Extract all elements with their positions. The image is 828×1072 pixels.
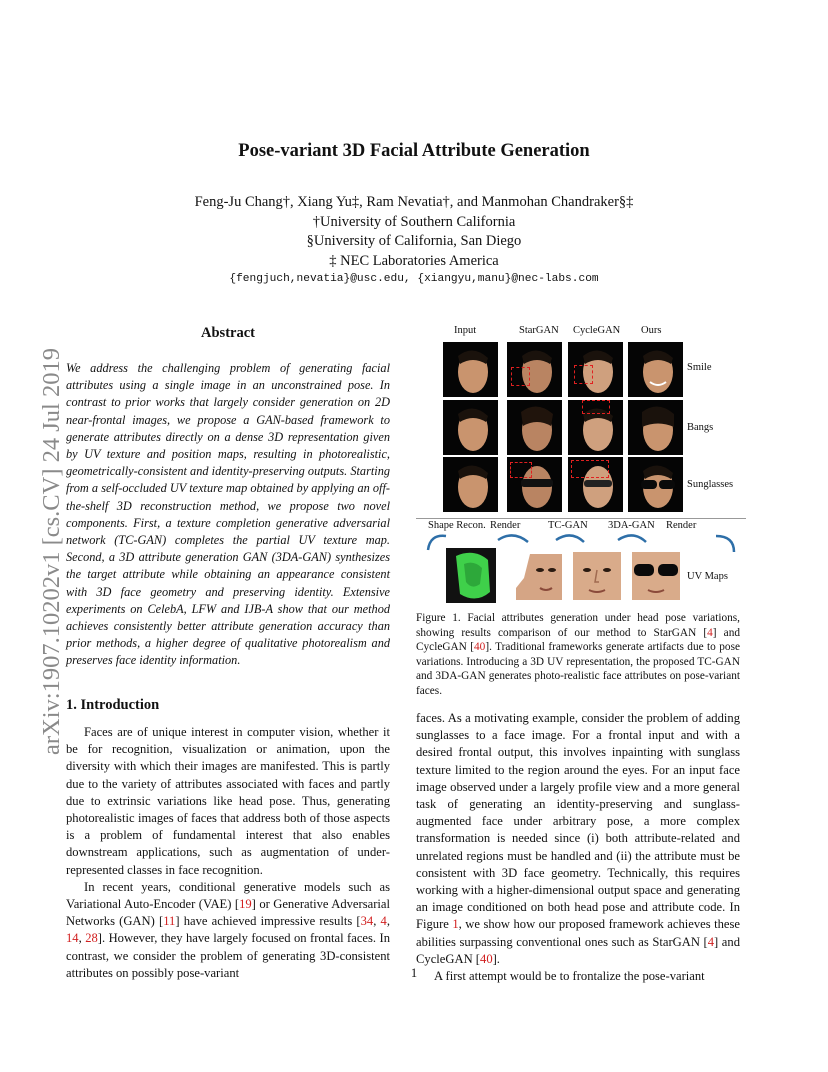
citation-link[interactable]: 4 <box>707 626 713 639</box>
intro-paragraph-1: Faces are of unique interest in computer vision, whether it be for recognition, visualization or animation, upon the diversity with which their images are manifested. This is partly due to the variety of attributes associated with faces and partly due to extrinsic variations like head pose. Thus, generating photorealistic images of faces that address both of those aspects is a problem of fundamental interest that also enables downstream applications, such as augmentation of under-represented classes in face recognition. <box>66 725 390 877</box>
arxiv-stamp: arXiv:1907.10202v1 [cs.CV] 24 Jul 2019 <box>38 348 65 755</box>
abstract-heading: Abstract <box>201 325 255 341</box>
page-number: 1 <box>410 966 418 980</box>
right-paragraph-2: A first attempt would be to frontalize the pose-variant <box>434 969 705 984</box>
artifact-highlight-box <box>510 462 532 478</box>
affiliation-ucsd: §University of California, San Diego <box>306 233 522 249</box>
face-image-cyclegan-sunglasses <box>568 457 623 512</box>
right-paragraph-1: faces. As a motivating example, consider the problem of adding sunglasses to a face image. For a frontal input and with a desired frontal output, this involves inpainting with sunglass texture limited to the region around the eyes. For an input face image observed under a largely profile view and a more general task of generating an identity-preserving and sunglass-augmented face under arbitrary pose, a more complex transformation is needed since (i) both attribute-related and unrelated regions must be handled and (ii) the attribute must be consistent with 3D face geometry. Technically, this requires working with a higher-dimensional output space and generating an image conditioned on both head pose and attribute code. In Figure 1, we show how our proposed framework achieves these abilities surpassing conventional ones such as StarGAN [4] and CycleGAN [40]. <box>416 711 740 966</box>
row-label-smile: Smile <box>687 362 712 373</box>
face-image-stargan-smile <box>507 342 562 397</box>
pipeline-label-tc-gan: TC-GAN <box>548 520 588 531</box>
citation-link[interactable]: 14 <box>66 931 79 946</box>
citation-link[interactable]: 40 <box>480 951 493 966</box>
author-emails: {fengjuch,nevatia}@usc.edu, {xiangyu,manu}@nec-labs.com <box>229 273 599 285</box>
intro-paragraph-2: In recent years, conditional generative models such as Variational Auto-Encoder (VAE) [19] or Generative Adversarial Networks (GAN) [11] have achieved impressive results [34, 4, 14, 28]. However, they have largely focused on frontal faces. In contrast, we consider the problem of generating 3D-consistent attributes on possibly pose-variant <box>66 879 390 980</box>
intro-left-column <box>66 724 390 982</box>
figure-1 <box>416 322 746 607</box>
figure-link[interactable]: 1 <box>452 917 459 932</box>
col-label-cyclegan: CycleGAN <box>573 325 621 336</box>
figure-1-caption: Figure 1. Facial attributes generation under head pose variations, showing results comparison of our method to StarGAN [4] and CycleGAN [40]. Traditional frameworks generate artifacts due to pose variations. Introducing a 3D UV representation, the proposed TC-GAN and 3DA-GAN generates photo-realistic face attributes on pose-variant faces. <box>416 612 740 697</box>
citation-link[interactable]: 11 <box>163 914 176 929</box>
face-image-ours-bangs <box>628 400 683 455</box>
pipeline-label-shape-recon: Shape Recon. <box>428 520 486 531</box>
pipeline-label-render: Render <box>490 520 521 531</box>
face-image-input-sunglasses <box>443 457 498 512</box>
row-label-sunglasses: Sunglasses <box>687 479 734 490</box>
face-image-cyclegan-bangs <box>568 400 623 455</box>
intro-right-column <box>416 710 740 985</box>
pipeline-label-3da-gan: 3DA-GAN <box>608 520 655 531</box>
uv-map-attribute <box>628 548 683 603</box>
abstract-text: We address the challenging problem of generating facial attributes using a single image in an unconstrained pose. In contrast to prior works that largely consider generation on 2D near-frontal images, we propose a GAN-based framework to generate attributes directly on a dense 3D representation given by UV texture and position maps, resulting in photorealistic, geometrically-consistent and identity-preserving outputs. Starting from a self-occluded UV texture map obtained by applying an off-the-shelf 3D reconstruction method, we propose two novel components. First, a texture completion generative adversarial network (TC-GAN) completes the partial UV texture map. Second, a 3D attribute generation GAN (3DA-GAN) synthesizes the target attribute while obtaining an appearance consistent with 3D face geometry and preserving identity. Extensive experiments on CelebA, LFW and IJB-A show that our method achieves consistently better attribute generation accuracy than prior methods, a higher degree of qualitative photorealism and preserves face identity information. <box>66 361 390 668</box>
uv-map-partial <box>510 548 565 603</box>
citation-link[interactable]: 28 <box>85 931 98 946</box>
face-image-input-bangs <box>443 400 498 455</box>
paper-title: Pose-variant 3D Facial Attribute Generation <box>238 141 590 161</box>
citation-link[interactable]: 40 <box>474 641 486 654</box>
row-label-bangs: Bangs <box>687 422 714 433</box>
uv-map-completed <box>569 548 624 603</box>
intro-heading: 1. Introduction <box>66 697 160 713</box>
artifact-highlight-box <box>571 460 609 478</box>
face-image-stargan-sunglasses <box>507 457 562 512</box>
artifact-highlight-box <box>582 400 610 414</box>
face-image-input-smile <box>443 342 498 397</box>
affiliation-nec: ‡ NEC Laboratories America <box>329 252 499 269</box>
pipeline-label-render-out: Render <box>666 520 697 531</box>
shape-recon-image <box>446 548 496 603</box>
face-image-ours-smile <box>628 342 683 397</box>
face-image-stargan-bangs <box>507 400 562 455</box>
col-label-input: Input <box>454 325 477 336</box>
author-list: Feng-Ju Chang†, Xiang Yu‡, Ram Nevatia†, and Manmohan Chandraker§‡ <box>194 194 634 210</box>
citation-link[interactable]: 4 <box>380 914 387 929</box>
affiliation-usc: †University of Southern California <box>312 213 516 230</box>
pipeline-divider <box>416 518 746 519</box>
artifact-highlight-box <box>511 367 530 386</box>
artifact-highlight-box <box>574 365 593 384</box>
citation-link[interactable]: 4 <box>707 934 715 949</box>
citation-link[interactable]: 19 <box>239 897 252 912</box>
citation-link[interactable]: 34 <box>360 914 374 929</box>
face-image-ours-sunglasses <box>628 457 683 512</box>
author-block <box>0 193 828 271</box>
face-image-cyclegan-smile <box>568 342 623 397</box>
uv-maps-label: UV Maps <box>687 571 728 582</box>
col-label-ours: Ours <box>641 325 662 336</box>
col-label-stargan: StarGAN <box>519 325 559 336</box>
